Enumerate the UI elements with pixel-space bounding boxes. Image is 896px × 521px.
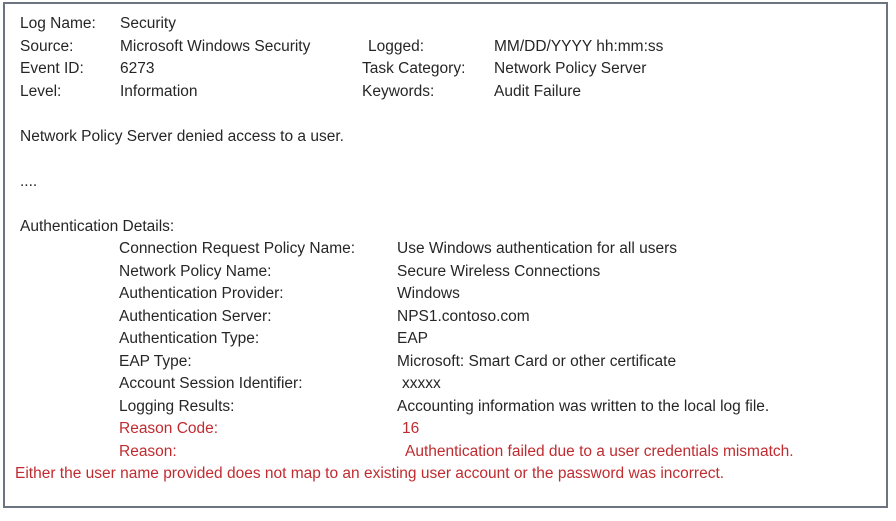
- header-row: [20, 81, 886, 104]
- detail-row: [20, 283, 886, 306]
- reason-explanation: Either the user name provided does not map to an existing user account or the password was incorrect.: [15, 465, 725, 482]
- detail-value: NPS1.contoso.com: [397, 307, 530, 325]
- field-label: Logged:: [368, 37, 425, 55]
- detail-label: Authentication Provider:: [119, 285, 284, 302]
- detail-row: [20, 328, 886, 351]
- detail-label: Logging Results:: [119, 397, 235, 415]
- field-label: Event ID:: [20, 60, 84, 77]
- detail-row: [20, 441, 886, 464]
- field-value: Security: [120, 15, 176, 32]
- field-value: Network Policy Server: [494, 60, 647, 77]
- field-value: Microsoft Windows Security: [120, 37, 311, 55]
- detail-row: [20, 238, 886, 261]
- field-label: Task Category:: [362, 60, 466, 77]
- detail-label: Connection Request Policy Name:: [119, 240, 356, 257]
- detail-row: [20, 261, 886, 284]
- field-label: Level:: [20, 82, 62, 100]
- detail-row: [20, 306, 886, 329]
- detail-value: Authentication failed due to a user credentials mismatch.: [405, 442, 794, 460]
- event-description: Network Policy Server denied access to a user.: [20, 127, 344, 145]
- detail-row: [20, 418, 886, 441]
- detail-label: Reason:: [119, 442, 177, 460]
- detail-label: Reason Code:: [119, 420, 219, 437]
- field-label: Source:: [20, 37, 74, 55]
- field-value: Audit Failure: [494, 82, 582, 100]
- detail-value: Accounting information was written to the local log file.: [397, 397, 770, 415]
- blank-line: [20, 148, 886, 171]
- detail-value: Use Windows authentication for all users: [397, 240, 677, 257]
- detail-value: EAP: [397, 330, 429, 347]
- detail-label: Network Policy Name:: [119, 262, 272, 280]
- detail-label: Account Session Identifier:: [119, 375, 303, 392]
- detail-value: 16: [402, 420, 420, 437]
- field-value: MM/DD/YYYY hh:mm:ss: [494, 37, 664, 55]
- detail-label: EAP Type:: [119, 352, 192, 370]
- field-label: Keywords:: [362, 82, 435, 100]
- detail-label: Authentication Type:: [119, 330, 260, 347]
- truncation-ellipsis: ....: [20, 172, 38, 190]
- field-label: Log Name:: [20, 15, 96, 32]
- blank-line: [20, 193, 886, 216]
- header-row: [20, 58, 886, 81]
- detail-row: [20, 351, 886, 374]
- header-row: [20, 13, 886, 36]
- detail-value: Secure Wireless Connections: [397, 262, 601, 280]
- header-row: [20, 36, 886, 59]
- blank-line: [20, 103, 886, 126]
- field-value: 6273: [120, 60, 155, 77]
- field-value: Information: [120, 82, 198, 100]
- detail-row: [20, 373, 886, 396]
- detail-row: [20, 396, 886, 419]
- detail-value: Microsoft: Smart Card or other certificate: [397, 352, 677, 370]
- detail-value: xxxxx: [402, 375, 441, 392]
- authentication-details-heading: Authentication Details:: [20, 217, 175, 235]
- detail-label: Authentication Server:: [119, 307, 272, 325]
- detail-value: Windows: [397, 285, 460, 302]
- event-log-panel: [3, 2, 888, 508]
